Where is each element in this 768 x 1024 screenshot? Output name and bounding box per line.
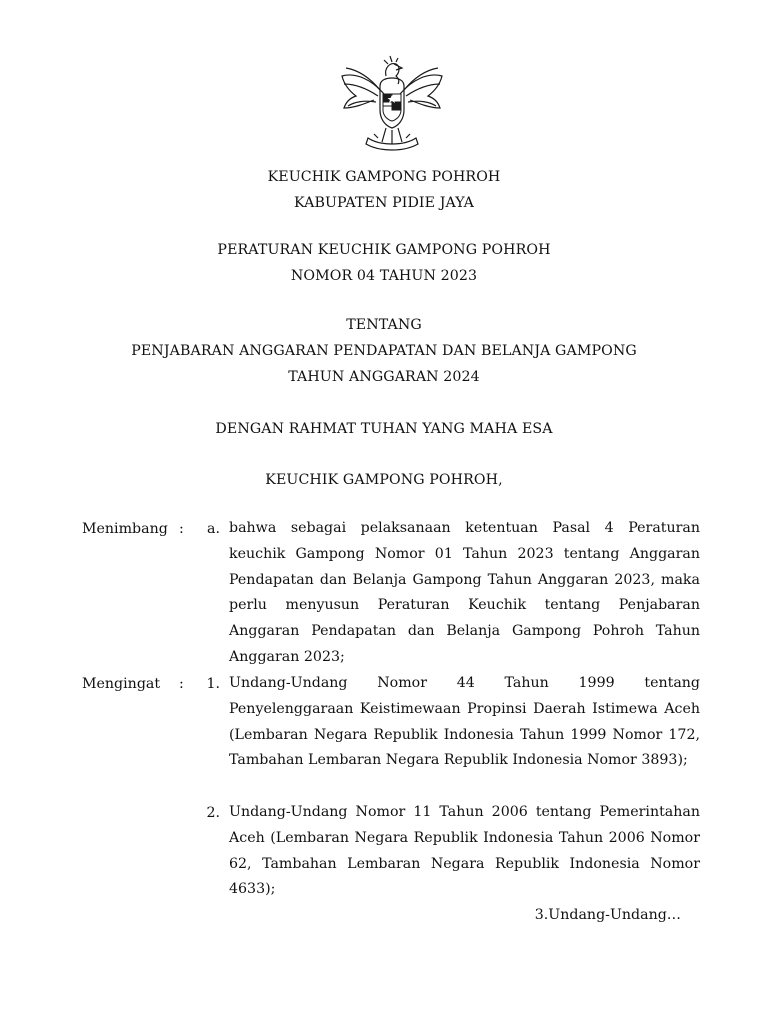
garuda-emblem-icon — [334, 50, 450, 154]
mengingat-item-marker: 2. — [206, 805, 220, 821]
subject-line-2: TAHUN ANGGARAN 2024 — [288, 369, 480, 385]
menimbang-colon: : — [179, 521, 184, 537]
menimbang-item-marker: a. — [207, 521, 220, 537]
mengingat-item-text: Undang-Undang Nomor 44 Tahun 1999 tentang Penyelenggaraan Keistimewaan Propinsi Daerah Istimewa Aceh (Lembaran Negara Republik Indonesia Tahun 1999 Nomor 172, Tambahan Lembaran Negara Republik Indonesia Nomor 3893); — [229, 675, 700, 769]
about-label: TENTANG — [346, 317, 422, 333]
subject-line-1: PENJABARAN ANGGARAN PENDAPATAN DAN BELANJA GAMPONG — [131, 343, 637, 359]
menimbang-item-text: bahwa sebagai pelaksanaan ketentuan Pasal 4 Peraturan keuchik Gampong Nomor 01 Tahun 2023 tentang Anggaran Pendapatan dan Belanja Gampong Tahun Anggaran 2023, maka perlu menyusun Peraturan Keuchik tentang Penjabaran Anggaran Pendapatan dan Belanja Gampong Pohroh Tahun Anggaran 2023; — [229, 520, 700, 665]
regency-line: KABUPATEN PIDIE JAYA — [294, 195, 474, 211]
invocation: DENGAN RAHMAT TUHAN YANG MAHA ESA — [215, 421, 553, 437]
issuer-line: KEUCHIK GAMPONG POHROH — [267, 169, 501, 185]
mengingat-item-marker: 1. — [206, 676, 220, 692]
continuation-reference: 3.Undang-Undang… — [534, 907, 681, 923]
regulation-number: NOMOR 04 TAHUN 2023 — [290, 268, 478, 284]
mengingat-colon: : — [179, 676, 184, 692]
menimbang-label: Menimbang — [82, 521, 168, 537]
mengingat-item-text: Undang-Undang Nomor 11 Tahun 2006 tentang Pemerintahan Aceh (Lembaran Negara Republik Indonesia Tahun 2006 Nomor 62, Tambahan Lembaran Negara Republik Indonesia Nomor 4633); — [229, 804, 700, 898]
regulation-title: PERATURAN KEUCHIK GAMPONG POHROH — [217, 242, 551, 258]
mengingat-label: Mengingat — [82, 676, 161, 692]
authority-line: KEUCHIK GAMPONG POHROH, — [265, 472, 503, 488]
